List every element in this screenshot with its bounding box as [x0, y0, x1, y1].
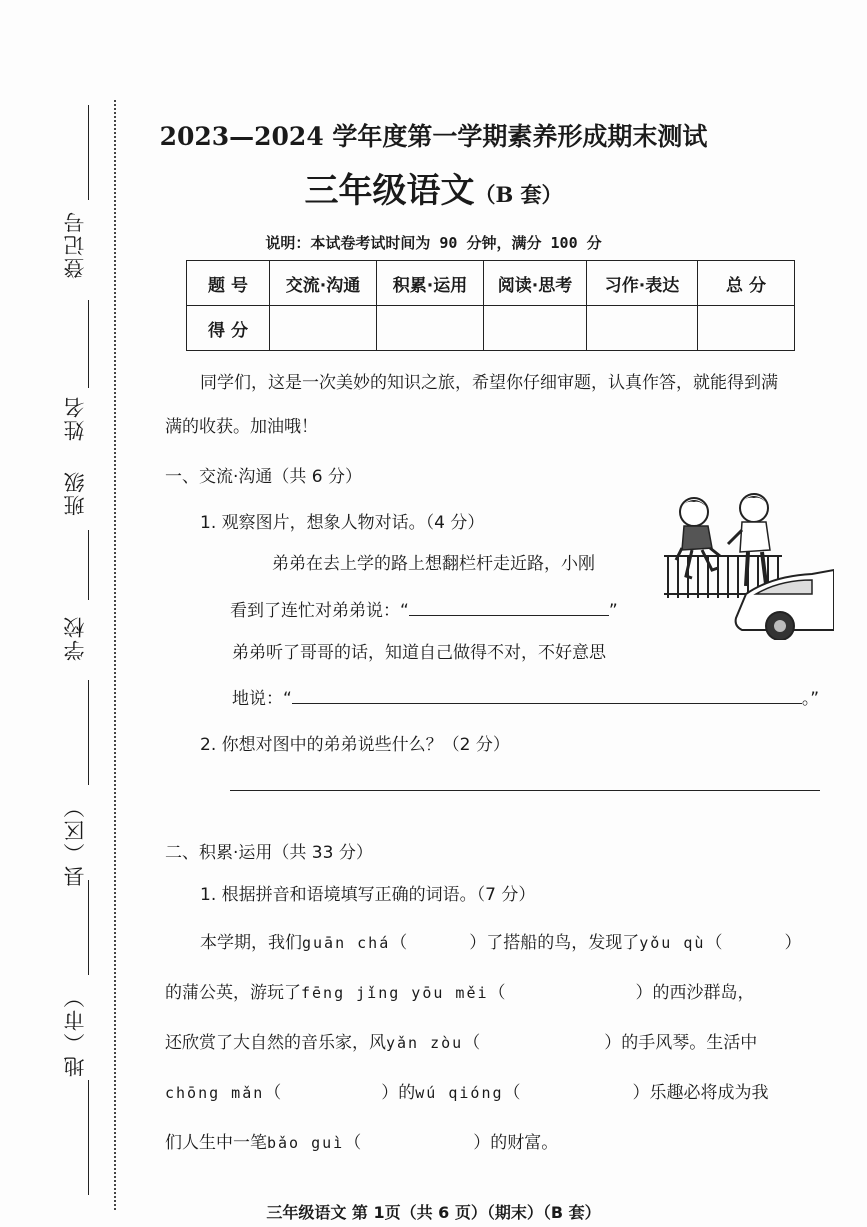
exam-subject — [0, 163, 867, 212]
section2-heading: 二、积累·运用（共 33 分） — [165, 843, 373, 863]
text-fragment: 了搭船的鸟，发现了 — [486, 933, 640, 953]
score-cell[interactable] — [698, 306, 795, 351]
score-cell[interactable] — [377, 306, 484, 351]
binding-blank-city[interactable] — [88, 1080, 89, 1195]
exam-title: 2023—2024 学年度第一学期素养形成期末测试 — [159, 122, 708, 151]
text-fragment: 还欣赏了大自然的音乐家，风 — [165, 1033, 386, 1053]
subject-name: 三年级语文 — [304, 171, 475, 211]
binding-blank-county[interactable] — [88, 880, 89, 975]
q1-text-line-3: 弟弟听了哥哥的话，知道自己做得不对，不好意思 — [232, 643, 606, 663]
q1-text-line-1: 弟弟在去上学的路上想翻栏杆走近路，小刚 — [272, 554, 595, 574]
text-fragment: 乐趣必将成为我 — [649, 1083, 769, 1103]
pinyin-line-4: chōng mǎn（ ）的wú qióng（ ）乐趣必将成为我 — [165, 1083, 769, 1103]
score-header-item: 阅读·思考 — [484, 261, 587, 306]
score-table — [186, 260, 795, 351]
pinyin-guancha: guān chá — [302, 934, 391, 952]
pinyin-line-3: 还欣赏了大自然的音乐家，风yǎn zòu（ ）的手风琴。生活中 — [165, 1033, 758, 1053]
q1-line2-prefix: 看到了连忙对弟弟说：“ — [230, 601, 409, 621]
score-header-item: 交流·沟通 — [270, 261, 377, 306]
binding-field-city: 地（市） — [63, 985, 87, 1077]
pinyin-baogui: bǎo guì — [267, 1134, 345, 1152]
text-fragment: 本学期，我们 — [200, 933, 302, 953]
illustration-boys-railing-car — [662, 490, 834, 640]
section1-heading: 一、交流·沟通（共 6 分） — [165, 467, 363, 487]
version-label: （B 套） — [474, 182, 563, 207]
text-fragment: 的蒲公英，游玩了 — [165, 983, 301, 1003]
q1-line4-suffix: 。” — [801, 689, 820, 709]
text-fragment: 们人生中一笔 — [165, 1133, 267, 1153]
pinyin-line-2: 的蒲公英，游玩了fēng jǐng yōu měi（ ）的西沙群岛， — [165, 983, 755, 1003]
section2-question-1: 1. 根据拼音和语境填写正确的词语。（7 分） — [200, 885, 536, 905]
intro-line-1: 同学们，这是一次美妙的知识之旅，希望你仔细审题，认真作答，就能得到满 — [200, 373, 778, 393]
pinyin-chongman: chōng mǎn — [165, 1084, 265, 1102]
binding-blank-school[interactable] — [88, 680, 89, 785]
exam-instructions: 说明：本试卷考试时间为 90 分钟，满分 100 分 — [265, 234, 602, 252]
q2-answer-line[interactable] — [230, 790, 820, 791]
binding-blank-class[interactable] — [88, 530, 89, 600]
score-header-item: 习作·表达 — [587, 261, 698, 306]
score-header-item: 积累·运用 — [377, 261, 484, 306]
q1-answer-blank-2[interactable] — [292, 703, 802, 704]
q1-text-line-4 — [232, 684, 819, 709]
score-cell[interactable] — [270, 306, 377, 351]
pinyin-wuqiong: wú qióng — [415, 1084, 504, 1102]
q1-line4-prefix: 地说：“ — [232, 689, 292, 709]
binding-field-class: 班级 — [63, 470, 87, 516]
q1-text-line-2 — [230, 596, 618, 621]
score-header-item: 总 分 — [698, 261, 795, 306]
text-fragment: 的 — [398, 1083, 416, 1103]
score-cell[interactable] — [484, 306, 587, 351]
pinyin-line-5: 们人生中一笔bǎo guì（ ）的财富。 — [165, 1133, 559, 1153]
binding-field-name: 姓名 — [63, 395, 87, 441]
q1-line2-suffix: ” — [608, 601, 618, 621]
score-header-item: 题 号 — [187, 261, 270, 306]
binding-field-county: 县（区） — [63, 795, 87, 887]
text-fragment: 的西沙群岛， — [652, 983, 755, 1003]
page-footer: 三年级语文 第 1页（共 6 页）（期末）（B 套） — [266, 1203, 601, 1222]
pinyin-line-1: 本学期，我们guān chá（ ）了搭船的鸟，发现了yǒu qù（ ） — [200, 933, 802, 953]
intro-line-2: 满的收获。加油哦！ — [165, 417, 318, 437]
binding-dotted-line — [114, 100, 116, 1210]
binding-field-registration-number: 登记号 — [63, 210, 87, 279]
pinyin-youqu: yǒu qù — [639, 934, 706, 952]
pinyin-fengjingyoumei: fēng jǐng yōu měi — [301, 984, 489, 1002]
score-row-label: 得 分 — [187, 306, 270, 351]
score-cell[interactable] — [587, 306, 698, 351]
binding-field-school: 学校 — [63, 615, 87, 661]
section1-question-1: 1. 观察图片，想象人物对话。（4 分） — [200, 513, 485, 533]
pinyin-yanzou: yǎn zòu — [386, 1034, 464, 1052]
q1-answer-blank-1[interactable] — [409, 615, 609, 616]
section1-question-2: 2. 你想对图中的弟弟说些什么？（2 分） — [200, 735, 510, 755]
binding-blank-name[interactable] — [88, 300, 89, 388]
text-fragment: 的财富。 — [490, 1133, 559, 1153]
text-fragment: 的手风琴。生活中 — [621, 1033, 758, 1053]
